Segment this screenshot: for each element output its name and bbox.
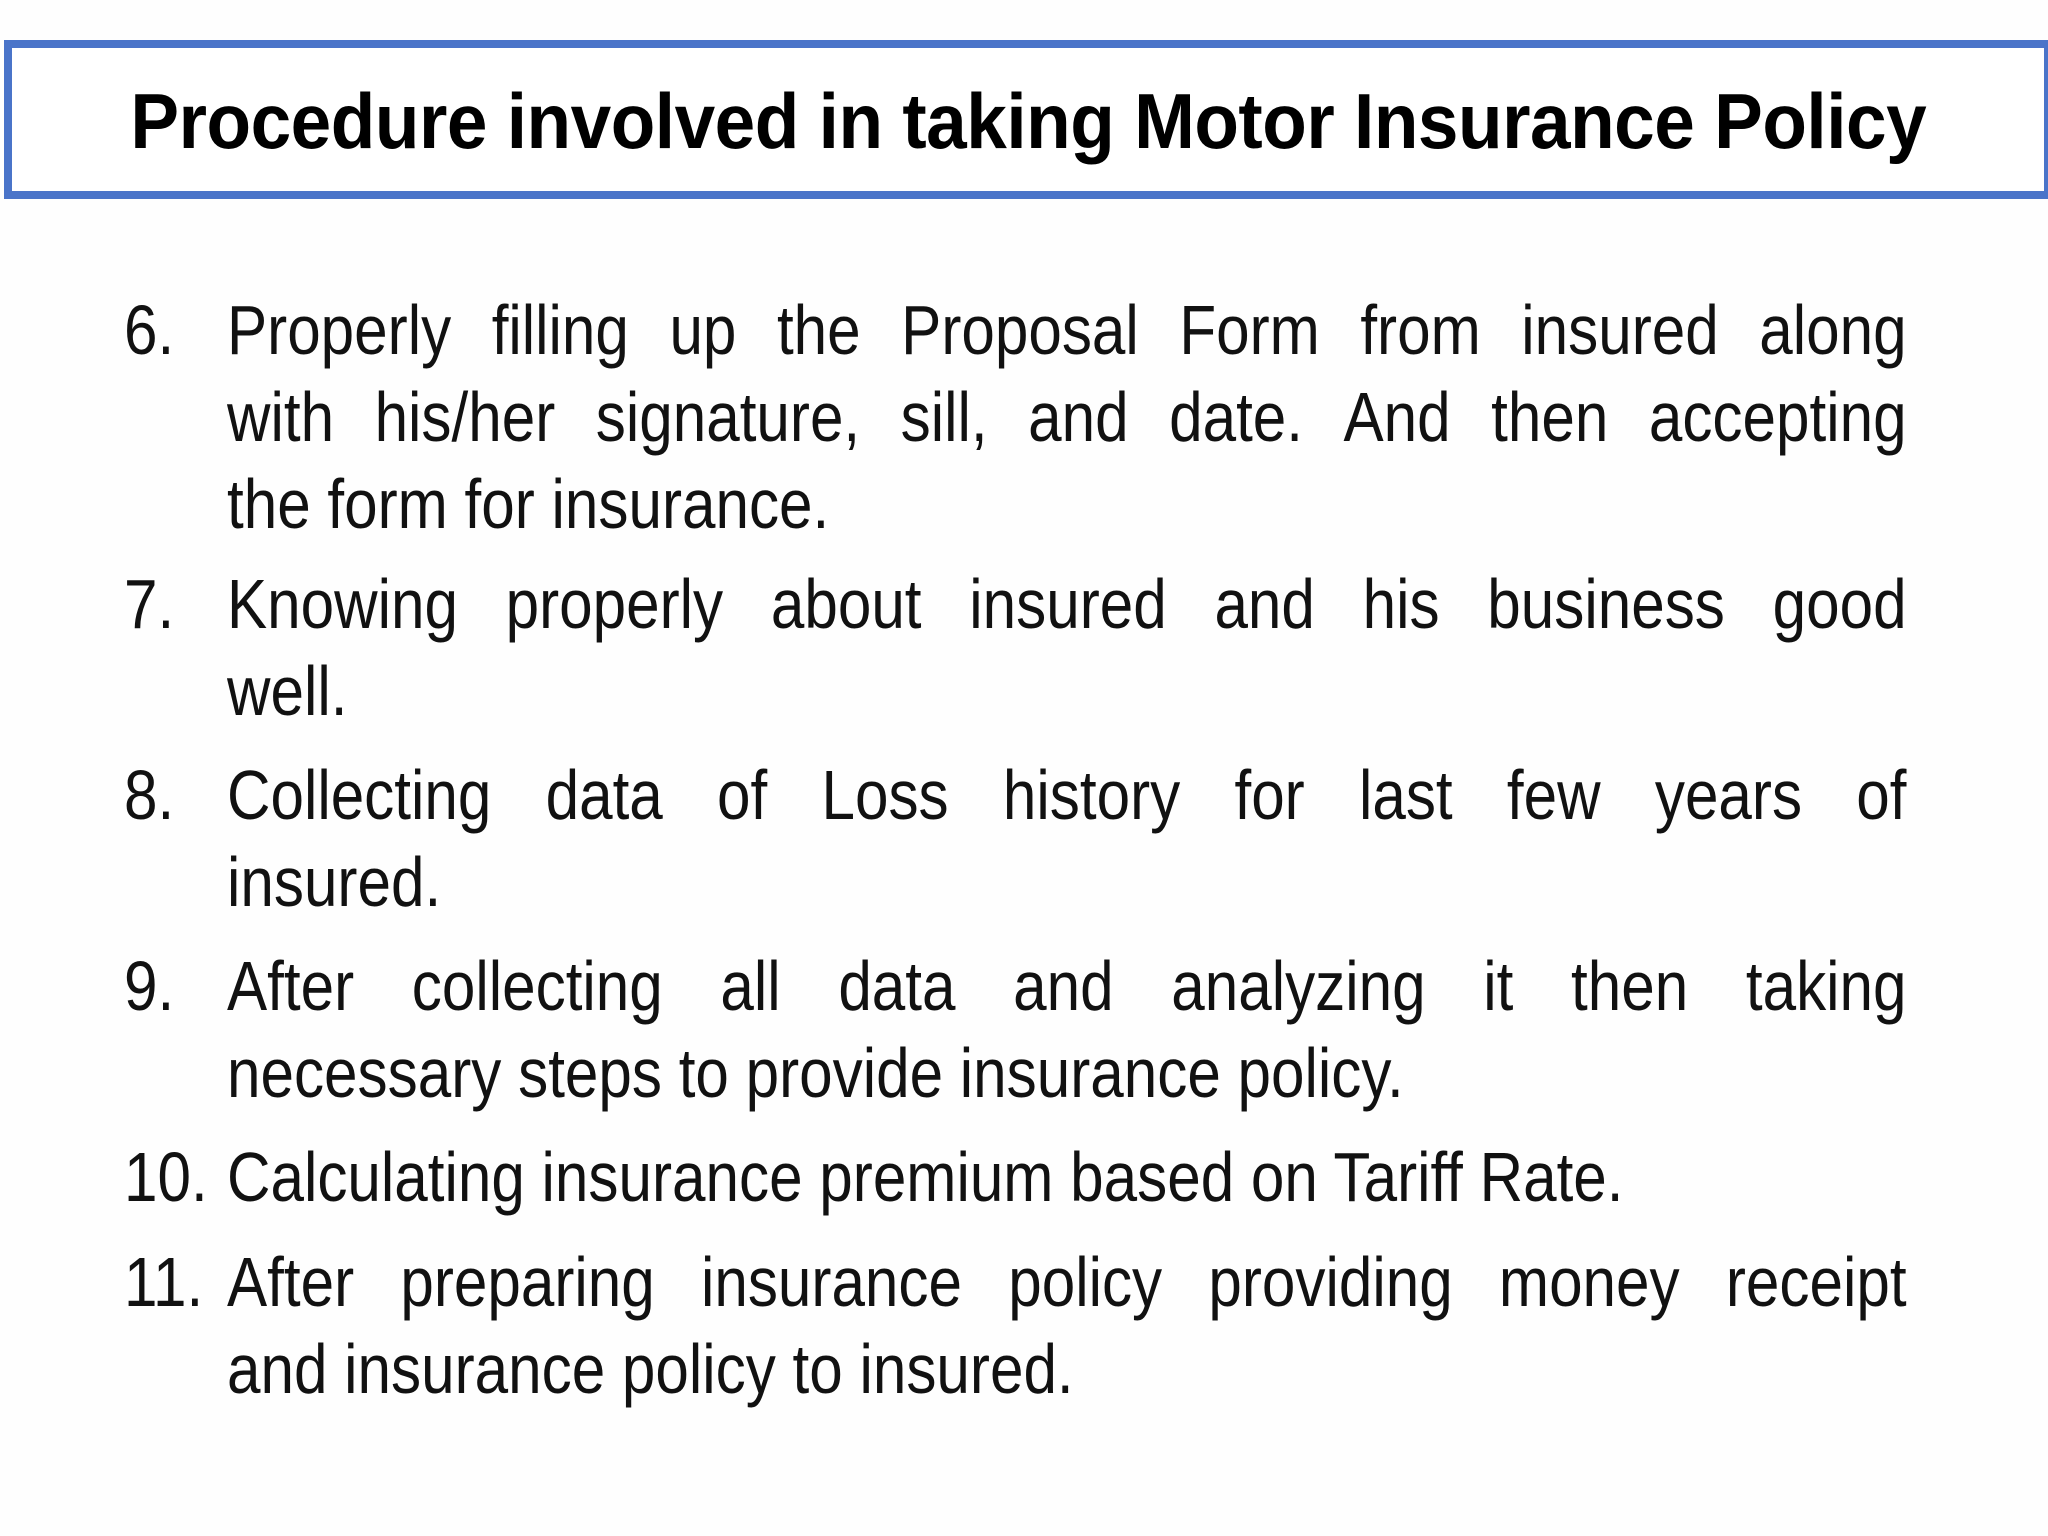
item-text-line: insured. (227, 843, 442, 921)
item-number: 11. (124, 1243, 204, 1321)
item-text-line: After preparing insurance policy providing money receipt (227, 1243, 1907, 1321)
item-number: 6. (124, 291, 175, 369)
item-text-line: Collecting data of Loss history for last few years of (227, 756, 1907, 834)
item-text-line: Properly filling up the Proposal Form from insured along (227, 291, 1907, 369)
item-text-line: After collecting all data and analyzing it then taking (227, 947, 1907, 1025)
item-text-line: necessary steps to provide insurance policy. (227, 1034, 1404, 1112)
item-number: 10. (124, 1138, 208, 1216)
item-number: 8. (124, 756, 175, 834)
item-text-line: with his/her signature, sill, and date. And then accepting (227, 378, 1907, 456)
item-number: 7. (124, 565, 175, 643)
item-text-line: Calculating insurance premium based on Tariff Rate. (227, 1138, 1624, 1216)
slide-title: Procedure involved in taking Motor Insurance Policy (130, 76, 1926, 165)
item-number: 9. (124, 947, 175, 1025)
item-text-line: the form for insurance. (227, 465, 830, 543)
item-text-line: well. (227, 652, 348, 730)
item-text-line: Knowing properly about insured and his business good (227, 565, 1907, 643)
item-text-line: and insurance policy to insured. (227, 1330, 1074, 1408)
